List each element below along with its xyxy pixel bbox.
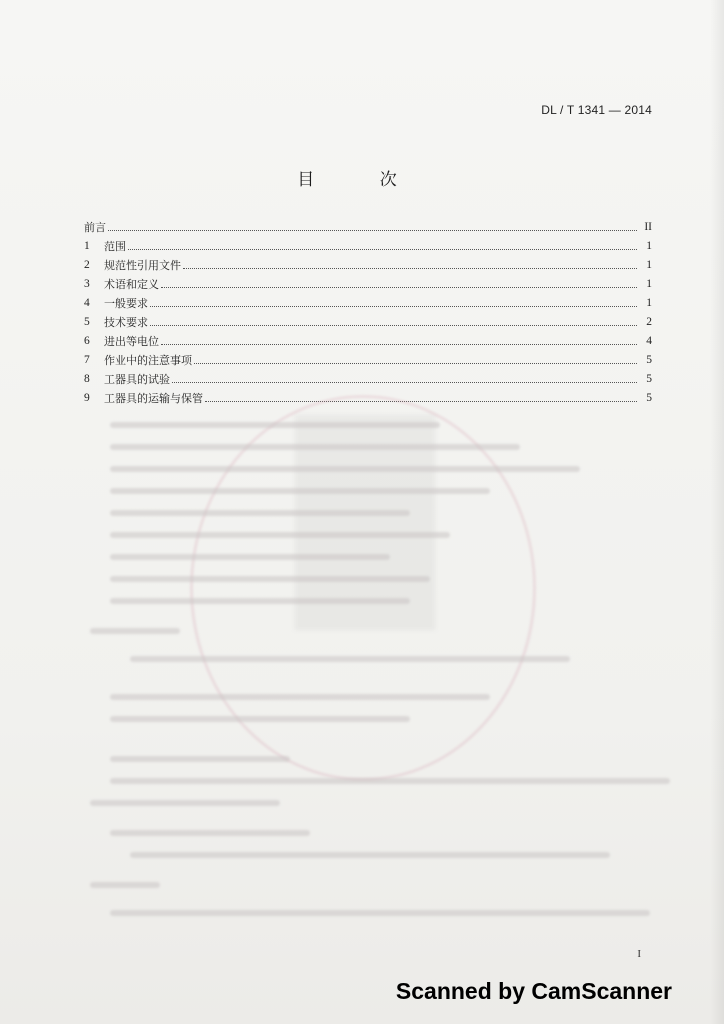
bleed-through-line: [110, 488, 490, 494]
toc-entry-title: 进出等电位: [104, 335, 159, 348]
toc-entry: [84, 214, 652, 233]
toc-entry-title: 工器具的试验: [104, 373, 170, 386]
toc-entry-number: 1: [84, 239, 90, 252]
toc-entry-number: 8: [84, 372, 90, 385]
toc-dot-leader: [128, 248, 637, 250]
bleed-through-line: [110, 422, 440, 428]
toc-entry-number: 2: [84, 258, 90, 271]
toc-entry-title: 工器具的运输与保管: [104, 392, 203, 405]
bleed-through-line: [110, 444, 520, 450]
bleed-through-line: [110, 554, 390, 560]
bleed-through-line: [110, 716, 410, 722]
toc-entry: [84, 347, 652, 366]
toc-dot-leader: [161, 343, 637, 345]
toc-entry-page: 1: [646, 277, 652, 290]
toc-dot-leader: [161, 286, 637, 288]
toc-entry-number: 4: [84, 296, 90, 309]
bleed-through-line: [90, 882, 160, 888]
toc-entry-title: 技术要求: [104, 316, 148, 329]
toc-entry-title: 一般要求: [104, 297, 148, 310]
bleed-through-line: [110, 576, 430, 582]
toc-dot-leader: [150, 305, 637, 307]
toc-entry: [84, 309, 652, 328]
bleed-through-line: [110, 830, 310, 836]
bleed-through-line: [110, 510, 410, 516]
toc-entry-page: 5: [646, 391, 652, 404]
scanner-watermark: Scanned by CamScanner: [395, 978, 672, 1004]
bleed-through-line: [130, 852, 610, 858]
toc-entry-page: 5: [646, 372, 652, 385]
toc-entry-title: 术语和定义: [104, 278, 159, 291]
toc-entry-number: 6: [84, 334, 90, 347]
table-of-contents: [84, 214, 652, 404]
toc-entry-page: 1: [646, 258, 652, 271]
page-number: I: [637, 948, 641, 960]
toc-entry-page: II: [644, 220, 652, 233]
toc-entry-title: 前言: [84, 221, 106, 234]
toc-entry: [84, 271, 652, 290]
toc-entry-page: 5: [646, 353, 652, 366]
toc-entry-title: 规范性引用文件: [104, 259, 181, 272]
toc-entry-title: 作业中的注意事项: [104, 354, 192, 367]
page-edge-shadow: [710, 0, 724, 1024]
bleed-through-line: [110, 910, 650, 916]
bleed-through-text: [90, 410, 660, 930]
document-code: DL / T 1341 — 2014: [541, 103, 652, 117]
toc-entry: [84, 328, 652, 347]
toc-entry-page: 1: [646, 239, 652, 252]
toc-title: 目 次: [297, 170, 427, 190]
bleed-through-line: [110, 598, 410, 604]
toc-entry-number: 9: [84, 391, 90, 404]
toc-entry: [84, 366, 652, 385]
bleed-through-line: [110, 694, 490, 700]
toc-entry-number: 7: [84, 353, 90, 366]
toc-dot-leader: [150, 324, 637, 326]
toc-dot-leader: [172, 381, 637, 383]
bleed-through-line: [90, 800, 280, 806]
toc-entry: [84, 252, 652, 271]
toc-dot-leader: [205, 400, 637, 402]
toc-entry-title: 范围: [104, 240, 126, 253]
toc-entry-page: 1: [646, 296, 652, 309]
bleed-through-line: [130, 656, 570, 662]
toc-entry-page: 2: [646, 315, 652, 328]
toc-entry: [84, 290, 652, 309]
bleed-through-line: [110, 778, 670, 784]
toc-entry-page: 4: [646, 334, 652, 347]
bleed-through-line: [90, 628, 180, 634]
toc-entry-number: 3: [84, 277, 90, 290]
bleed-through-line: [110, 466, 580, 472]
toc-dot-leader: [194, 362, 637, 364]
toc-dot-leader: [183, 267, 637, 269]
toc-entry: [84, 233, 652, 252]
toc-entry-number: 5: [84, 315, 90, 328]
bleed-through-line: [110, 756, 290, 762]
bleed-through-line: [110, 532, 450, 538]
toc-dot-leader: [108, 229, 637, 231]
